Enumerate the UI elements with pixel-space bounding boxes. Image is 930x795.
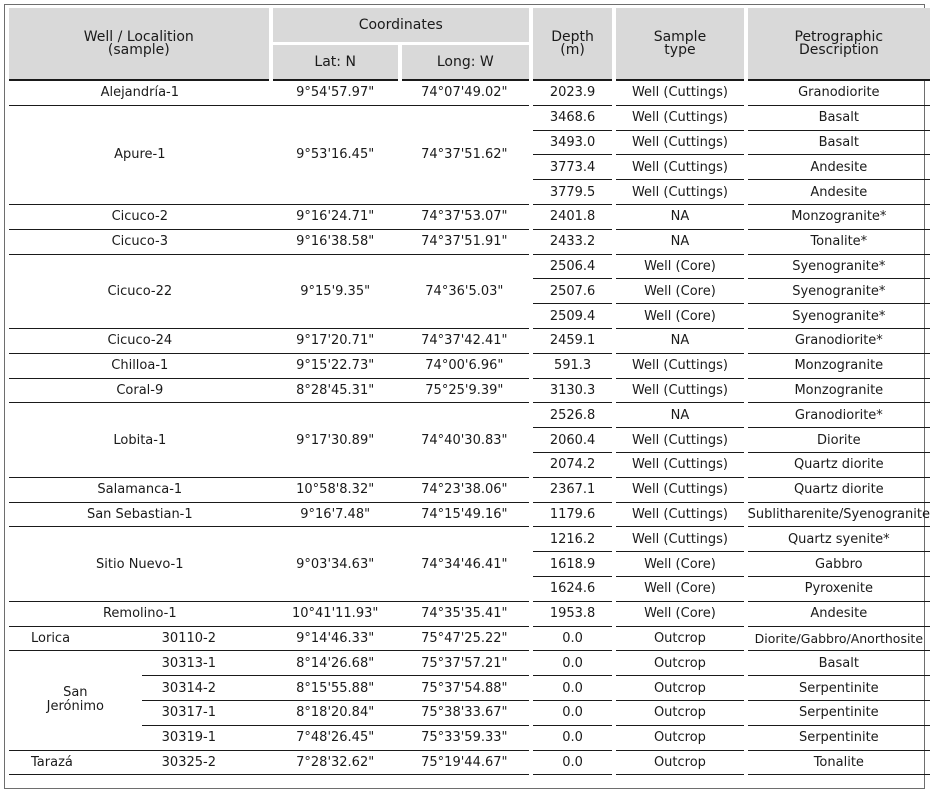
lat-cell: 9°54'57.97": [271, 80, 400, 105]
description-cell: Syenogranite*: [746, 304, 930, 329]
outcrop-locality: San Jerónimo: [9, 651, 142, 750]
header-petrographic-description: Petrographic Description: [746, 8, 930, 80]
long-cell: 75°47'25.22": [400, 626, 531, 651]
table-row: [9, 676, 930, 701]
header-lat: Lat: N: [271, 44, 400, 81]
table-row: [9, 353, 930, 378]
sample-type-cell: Outcrop: [614, 626, 745, 651]
sample-type-cell: Well (Cuttings): [614, 155, 745, 180]
table-row: [9, 328, 930, 353]
lat-cell: 9°14'46.33": [271, 626, 400, 651]
sample-type-cell: Well (Core): [614, 552, 745, 577]
sample-id: 30319-1: [142, 725, 271, 750]
table-row: [9, 80, 930, 105]
depth-cell: 2401.8: [531, 204, 614, 229]
table-row: [9, 477, 930, 502]
depth-cell: 2507.6: [531, 279, 614, 304]
depth-cell: 2367.1: [531, 477, 614, 502]
depth-cell: 2509.4: [531, 304, 614, 329]
long-cell: 74°37'51.62": [400, 105, 531, 204]
table-row: [9, 204, 930, 229]
lat-cell: 7°28'32.62": [271, 750, 400, 775]
sample-type-cell: Well (Cuttings): [614, 130, 745, 155]
description-cell: Tonalite*: [746, 229, 930, 254]
long-cell: 74°00'6.96": [400, 353, 531, 378]
description-cell: Gabbro: [746, 552, 930, 577]
sample-type-cell: NA: [614, 204, 745, 229]
long-cell: 75°19'44.67": [400, 750, 531, 775]
well-name: Coral-9: [9, 378, 271, 403]
description-cell: Serpentinite: [746, 725, 930, 750]
description-cell: Basalt: [746, 651, 930, 676]
depth-cell: 3779.5: [531, 180, 614, 205]
depth-cell: 3493.0: [531, 130, 614, 155]
description-cell: Monzogranite: [746, 353, 930, 378]
sample-type-cell: Well (Cuttings): [614, 477, 745, 502]
table-row: [9, 725, 930, 750]
long-cell: 74°36'5.03": [400, 254, 531, 328]
table-row: [9, 378, 930, 403]
depth-cell: 3468.6: [531, 105, 614, 130]
depth-cell: 2506.4: [531, 254, 614, 279]
table-row: [9, 105, 930, 130]
description-cell: Andesite: [746, 601, 930, 626]
lat-cell: 9°17'30.89": [271, 403, 400, 477]
description-cell: Diorite/Gabbro/Anorthosite: [746, 626, 930, 651]
sample-type-cell: Outcrop: [614, 725, 745, 750]
depth-cell: 3130.3: [531, 378, 614, 403]
depth-cell: 2060.4: [531, 428, 614, 453]
long-cell: 74°35'35.41": [400, 601, 531, 626]
lat-cell: 9°16'7.48": [271, 502, 400, 527]
data-table: [9, 8, 930, 775]
sample-type-cell: Well (Core): [614, 601, 745, 626]
lat-cell: 9°53'16.45": [271, 105, 400, 204]
long-cell: 75°33'59.33": [400, 725, 531, 750]
sample-type-cell: Well (Core): [614, 304, 745, 329]
long-cell: 74°40'30.83": [400, 403, 531, 477]
well-name: Apure-1: [9, 105, 271, 204]
table-row: [9, 527, 930, 552]
description-cell: Quartz syenite*: [746, 527, 930, 552]
sample-id: 30110-2: [142, 626, 271, 651]
depth-cell: 0.0: [531, 651, 614, 676]
long-cell: 75°37'54.88": [400, 676, 531, 701]
depth-cell: 591.3: [531, 353, 614, 378]
header-sample-type: Sample type: [614, 8, 745, 80]
table-row: [9, 502, 930, 527]
long-cell: 74°37'42.41": [400, 328, 531, 353]
description-cell: Syenogranite*: [746, 279, 930, 304]
well-name: Cicuco-2: [9, 204, 271, 229]
sample-type-cell: Well (Cuttings): [614, 502, 745, 527]
depth-cell: 0.0: [531, 750, 614, 775]
depth-cell: 2526.8: [531, 403, 614, 428]
well-name: Cicuco-22: [9, 254, 271, 328]
lat-cell: 8°14'26.68": [271, 651, 400, 676]
lat-cell: 8°18'20.84": [271, 700, 400, 725]
depth-cell: 0.0: [531, 700, 614, 725]
header-long: Long: W: [400, 44, 531, 81]
sample-type-cell: Well (Cuttings): [614, 452, 745, 477]
description-cell: Andesite: [746, 180, 930, 205]
depth-cell: 0.0: [531, 676, 614, 701]
description-cell: Basalt: [746, 105, 930, 130]
description-cell: Syenogranite*: [746, 254, 930, 279]
description-cell: Diorite: [746, 428, 930, 453]
depth-cell: 1618.9: [531, 552, 614, 577]
well-name: Cicuco-24: [9, 328, 271, 353]
description-cell: Andesite: [746, 155, 930, 180]
table-row: [9, 601, 930, 626]
header-well: Well / Localition (sample): [9, 8, 271, 80]
sample-type-cell: Well (Cuttings): [614, 378, 745, 403]
depth-cell: 2074.2: [531, 452, 614, 477]
description-cell: Monzogranite: [746, 378, 930, 403]
outcrop-locality: Lorica: [9, 626, 142, 651]
sample-type-cell: NA: [614, 229, 745, 254]
depth-cell: 3773.4: [531, 155, 614, 180]
description-cell: Serpentinite: [746, 700, 930, 725]
well-name: San Sebastian-1: [9, 502, 271, 527]
well-name: Cicuco-3: [9, 229, 271, 254]
description-cell: Basalt: [746, 130, 930, 155]
description-cell: Tonalite: [746, 750, 930, 775]
sample-type-cell: Well (Cuttings): [614, 428, 745, 453]
description-cell: Granodiorite*: [746, 403, 930, 428]
sample-type-cell: NA: [614, 328, 745, 353]
sample-id: 30314-2: [142, 676, 271, 701]
long-cell: 74°07'49.02": [400, 80, 531, 105]
depth-cell: 1953.8: [531, 601, 614, 626]
sample-type-cell: Outcrop: [614, 651, 745, 676]
well-name: Salamanca-1: [9, 477, 271, 502]
lat-cell: 9°15'22.73": [271, 353, 400, 378]
sample-type-cell: Outcrop: [614, 700, 745, 725]
long-cell: 74°37'51.91": [400, 229, 531, 254]
depth-cell: 1216.2: [531, 527, 614, 552]
lat-cell: 7°48'26.45": [271, 725, 400, 750]
table-row: [9, 403, 930, 428]
lat-cell: 9°15'9.35": [271, 254, 400, 328]
long-cell: 75°25'9.39": [400, 378, 531, 403]
header-depth: Depth (m): [531, 8, 614, 80]
lat-cell: 8°15'55.88": [271, 676, 400, 701]
sample-id: 30313-1: [142, 651, 271, 676]
table-row: [9, 254, 930, 279]
long-cell: 75°37'57.21": [400, 651, 531, 676]
lat-cell: 9°16'38.58": [271, 229, 400, 254]
lat-cell: 9°03'34.63": [271, 527, 400, 601]
description-cell: Pyroxenite: [746, 576, 930, 601]
outcrop-locality: Tarazá: [9, 750, 142, 775]
description-cell: Sublitharenite/Syenogranite: [746, 502, 930, 527]
lat-cell: 10°58'8.32": [271, 477, 400, 502]
sample-type-cell: Outcrop: [614, 750, 745, 775]
sample-type-cell: Well (Cuttings): [614, 80, 745, 105]
well-name: Sitio Nuevo-1: [9, 527, 271, 601]
depth-cell: 2023.9: [531, 80, 614, 105]
depth-cell: 1624.6: [531, 576, 614, 601]
table-row: [9, 651, 930, 676]
depth-cell: 0.0: [531, 626, 614, 651]
depth-cell: 2433.2: [531, 229, 614, 254]
depth-cell: 2459.1: [531, 328, 614, 353]
sample-type-cell: Well (Cuttings): [614, 105, 745, 130]
well-name: Remolino-1: [9, 601, 271, 626]
well-name: Lobita-1: [9, 403, 271, 477]
well-name: Alejandría-1: [9, 80, 271, 105]
sample-type-cell: Well (Cuttings): [614, 353, 745, 378]
long-cell: 75°38'33.67": [400, 700, 531, 725]
sample-id: 30317-1: [142, 700, 271, 725]
long-cell: 74°23'38.06": [400, 477, 531, 502]
long-cell: 74°34'46.41": [400, 527, 531, 601]
sample-type-cell: Well (Core): [614, 576, 745, 601]
table-row: [9, 229, 930, 254]
depth-cell: 0.0: [531, 725, 614, 750]
sample-type-cell: Outcrop: [614, 676, 745, 701]
description-cell: Granodiorite: [746, 80, 930, 105]
sample-type-cell: NA: [614, 403, 745, 428]
description-cell: Quartz diorite: [746, 477, 930, 502]
sample-type-cell: Well (Core): [614, 254, 745, 279]
description-cell: Granodiorite*: [746, 328, 930, 353]
well-name: Chilloa-1: [9, 353, 271, 378]
sample-type-cell: Well (Core): [614, 279, 745, 304]
lat-cell: 9°17'20.71": [271, 328, 400, 353]
sample-type-cell: Well (Cuttings): [614, 527, 745, 552]
table-row: [9, 700, 930, 725]
lat-cell: 9°16'24.71": [271, 204, 400, 229]
description-cell: Serpentinite: [746, 676, 930, 701]
long-cell: 74°15'49.16": [400, 502, 531, 527]
table-row: [9, 750, 930, 775]
depth-cell: 1179.6: [531, 502, 614, 527]
lat-cell: 8°28'45.31": [271, 378, 400, 403]
lat-cell: 10°41'11.93": [271, 601, 400, 626]
table-row: [9, 626, 930, 651]
sample-id: 30325-2: [142, 750, 271, 775]
description-cell: Monzogranite*: [746, 204, 930, 229]
description-cell: Quartz diorite: [746, 452, 930, 477]
sample-type-cell: Well (Cuttings): [614, 180, 745, 205]
long-cell: 74°37'53.07": [400, 204, 531, 229]
header-coordinates: Coordinates: [271, 8, 531, 44]
